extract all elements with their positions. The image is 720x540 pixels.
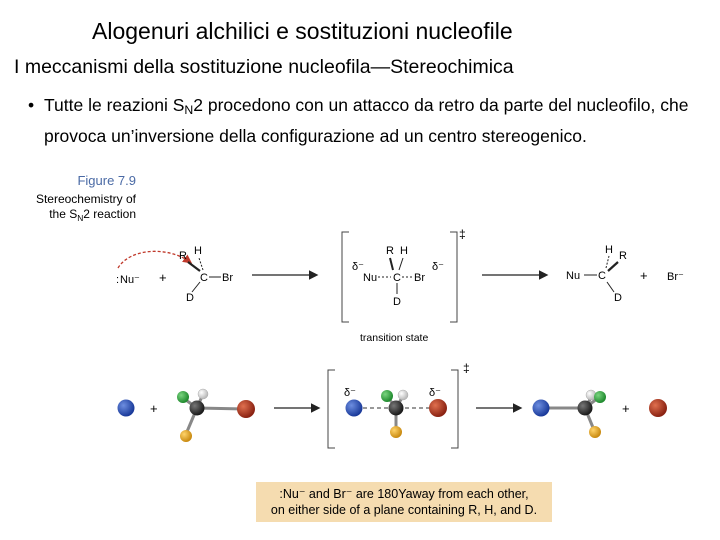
- bromide-ball: [649, 399, 667, 417]
- bracket-right: [450, 232, 457, 322]
- transition-state-structure: [342, 227, 466, 344]
- figure-label: Figure 7.9: [77, 173, 136, 188]
- product-d-ball: [589, 426, 601, 438]
- ts-delta-right: δ⁻: [432, 261, 444, 273]
- ts-bond-r: [390, 258, 393, 270]
- model-delta-left: δ⁻: [344, 387, 356, 399]
- bullet-text-end: 2 procedono con un attacco da retro da parte del nucleofilo, che provoca un’inversione della configurazione ad un centro stereogenico.: [44, 95, 689, 146]
- ts-nucleophile-ball: [346, 400, 363, 417]
- model-bracket-left: [328, 370, 335, 448]
- carbon-label: C: [200, 272, 208, 284]
- nucleophile-label: Nu⁻: [120, 274, 140, 286]
- ts-dagger: ‡: [459, 227, 466, 241]
- bromine-ball: [237, 400, 255, 418]
- slide-subtitle: I meccanismi della sostituzione nucleofila—Stereochimica: [14, 56, 514, 78]
- bromide-ion: Br⁻: [667, 271, 684, 283]
- hydrogen-ball: [198, 389, 208, 399]
- plus-sign: +: [159, 270, 167, 285]
- bracket-left: [342, 232, 349, 322]
- transition-state-label: transition state: [360, 332, 429, 344]
- bond-wedge: [188, 262, 200, 271]
- ts-delta-left: δ⁻: [352, 261, 364, 273]
- deuterium-ball: [180, 430, 192, 442]
- ts-d: D: [393, 296, 401, 308]
- model-delta-right: δ⁻: [429, 387, 441, 399]
- ts-r: R: [386, 245, 394, 257]
- product-bond-r: [608, 262, 618, 271]
- bond-c-d: [192, 282, 200, 292]
- ts-br: Br: [414, 272, 425, 284]
- ts-r-ball: [381, 390, 393, 402]
- explanation-note: [256, 482, 552, 522]
- product-h: H: [605, 244, 613, 256]
- transition-state-model: [328, 361, 470, 448]
- ts-d-ball: [390, 426, 402, 438]
- substituent-d: D: [186, 292, 194, 304]
- model-plus-2: +: [622, 401, 630, 416]
- carbon-ball: [190, 401, 205, 416]
- figure-caption-line1: Stereochemistry of: [35, 192, 136, 206]
- bullet-subscript: N: [184, 103, 194, 117]
- ts-bond-h: [399, 258, 403, 270]
- ts-h-ball: [398, 390, 408, 400]
- product-carbon-ball: [578, 401, 593, 416]
- substrate-model: [177, 389, 255, 442]
- note-line2: on either side of a plane containing R, H, and D.: [270, 503, 538, 517]
- nucleophile-dots: :: [116, 274, 120, 286]
- ts-nu: Nu: [363, 272, 378, 284]
- model-plus-1: +: [150, 401, 158, 416]
- bond-hash: [199, 258, 203, 270]
- model-dagger: ‡: [463, 361, 470, 375]
- slide-title: Alogenuri alchilici e sostituzioni nucleofile: [92, 18, 513, 44]
- product-bond-h: [606, 256, 609, 268]
- ts-bromine-ball: [429, 399, 447, 417]
- ts-carbon-ball: [389, 401, 404, 416]
- bullet-marker: •: [28, 95, 35, 115]
- product-r: R: [619, 250, 627, 262]
- product-r-ball: [594, 391, 606, 403]
- product-model: [533, 390, 607, 438]
- product-structures: [566, 244, 684, 304]
- product-nu-ball: [533, 400, 550, 417]
- substituent-h: H: [194, 245, 202, 257]
- bullet-text-start: Tutte le reazioni S: [44, 95, 185, 115]
- bromine-label: Br: [222, 272, 233, 284]
- r-group-ball: [177, 391, 189, 403]
- model-bracket-right: [451, 370, 458, 448]
- ts-h: H: [400, 245, 408, 257]
- substituent-r: R: [179, 250, 187, 262]
- ball-and-stick-row: [118, 361, 668, 448]
- nucleophile-ball: [118, 400, 135, 417]
- product-d: D: [614, 292, 622, 304]
- figure-caption-line2: the $S_N2$ reaction: [49, 207, 136, 223]
- product-carbon: C: [598, 270, 606, 282]
- product-plus: +: [640, 268, 648, 283]
- reactant-structures: [116, 245, 233, 304]
- ts-carbon: C: [393, 272, 401, 284]
- product-bond-d: [607, 282, 614, 292]
- note-line1: :Nu⁻ and Br⁻ are 180Yaway from each other,: [279, 487, 529, 501]
- product-nu: Nu: [566, 270, 581, 282]
